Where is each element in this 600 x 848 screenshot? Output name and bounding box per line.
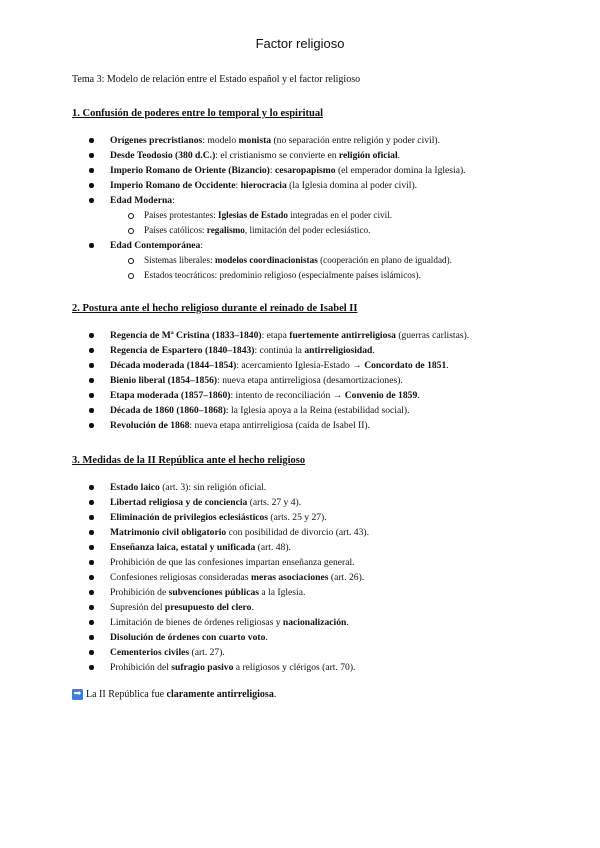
bold-text: monista	[238, 135, 272, 146]
list-item	[72, 555, 542, 570]
text: con posibilidad de divorcio (art. 43).	[226, 527, 369, 538]
text: : modelo	[202, 135, 239, 146]
section-title: 1. Confusión de poderes entre lo temporal y lo espiritual	[72, 108, 324, 119]
section-second-republic-measures	[72, 455, 542, 675]
text: Estados teocráticos: predominio religioso (especialmente países islámicos).	[144, 270, 421, 280]
list-item	[72, 178, 542, 193]
bold-text: claramente antirreligiosa	[166, 689, 274, 700]
text: Países católicos:	[144, 225, 207, 235]
bold-text: Iglesias de Estado	[218, 210, 288, 220]
list-item	[72, 480, 542, 495]
bold-text: Matrimonio civil obligatorio	[110, 527, 227, 538]
sub-list-item	[72, 208, 542, 223]
list-item	[72, 358, 542, 373]
bold-text: nacionalización	[282, 617, 347, 628]
list-item	[72, 645, 542, 660]
bold-text: cesaropapismo	[274, 165, 336, 176]
sub-list-item	[72, 268, 542, 283]
bold-text: Estado laico	[110, 482, 160, 493]
bold-text: Edad Contemporánea	[110, 240, 201, 251]
list-item	[72, 600, 542, 615]
text: : el cristianismo se convierte en	[215, 150, 339, 161]
list-item	[72, 373, 542, 388]
page-title: Factor religioso	[255, 36, 345, 51]
text: (cooperación en plano de igualdad).	[317, 255, 452, 265]
bold-text: regalismo	[206, 225, 245, 235]
sub-list-item	[72, 223, 542, 238]
text: a la Iglesia.	[259, 587, 306, 598]
bold-text: meras asociaciones	[250, 572, 329, 583]
text: (art. 27).	[189, 647, 225, 658]
text: : etapa	[261, 330, 290, 341]
list-item	[72, 630, 542, 645]
list-item	[72, 133, 542, 148]
right-arrow-icon: ➡	[73, 689, 82, 699]
list-item	[72, 510, 542, 525]
list-item	[72, 615, 542, 630]
bold-text: Década moderada (1844–1854)	[110, 360, 237, 371]
text: : intento de reconciliación →	[230, 390, 345, 401]
text: (el emperador domina la Iglesia).	[335, 165, 466, 176]
text: : la Iglesia apoya a la Reina (estabilidad social).	[225, 405, 410, 416]
list-item	[72, 540, 542, 555]
text: :	[200, 240, 204, 251]
text: :	[172, 195, 175, 206]
bold-text: Cementerios civiles	[110, 647, 190, 658]
bold-text: Edad Moderna	[110, 195, 173, 206]
document-subtitle: Tema 3: Modelo de relación entre el Estado español y el factor religioso	[72, 74, 361, 85]
bold-text: hierocracia	[240, 180, 287, 191]
bullet-list	[72, 480, 542, 675]
bold-text: sufragio pasivo	[171, 662, 234, 673]
text: Limitación de bienes de órdenes religiosas y	[110, 617, 283, 628]
bold-text: Etapa moderada (1857–1860)	[110, 390, 231, 401]
list-item	[72, 238, 542, 253]
list-item	[72, 193, 542, 208]
list-item	[72, 585, 542, 600]
sub-list	[72, 208, 542, 238]
text: : nueva etapa antirreligiosa (caída de Isabel II).	[189, 420, 371, 431]
bold-text: antirreligiosidad	[304, 345, 373, 356]
bold-text: Libertad religiosa y de conciencia	[110, 497, 248, 508]
bold-text: Convenio de 1859	[344, 390, 418, 401]
text: Supresión del	[110, 602, 165, 613]
list-item	[72, 343, 542, 358]
bold-text: Desde Teodosio (380 d.C.)	[110, 150, 216, 161]
text: (arts. 27 y 4).	[247, 497, 302, 508]
text: .	[265, 632, 268, 643]
bold-text: Orígenes precristianos	[110, 135, 203, 146]
text: .	[397, 150, 401, 161]
sub-list	[72, 253, 542, 283]
bold-text: religión oficial	[338, 150, 398, 161]
bold-text: Enseñanza laica, estatal y unificada	[110, 542, 256, 553]
bold-text: presupuesto del clero	[164, 602, 252, 613]
text: (la Iglesia domina al poder civil).	[286, 180, 418, 191]
text: : nueva etapa antirreligiosa (desamortizaciones).	[217, 375, 403, 386]
text: , limitación del poder eclesiástico.	[244, 225, 371, 235]
section-title: 2. Postura ante el hecho religioso durante el reinado de Isabel II	[72, 303, 358, 314]
list-item	[72, 495, 542, 510]
text: (art. 26).	[328, 572, 365, 583]
text: a religiosos y clérigos (art. 70).	[233, 662, 356, 673]
text: Países protestantes:	[144, 210, 218, 220]
bold-text: Concordato de 1851	[364, 360, 447, 371]
list-item	[72, 525, 542, 540]
text: .	[273, 689, 277, 700]
conclusion	[72, 689, 276, 700]
text: (no separación entre religión y poder civil).	[271, 135, 440, 146]
text: :	[235, 180, 241, 191]
text: .	[417, 390, 420, 401]
list-item	[72, 148, 542, 163]
text: Prohibición de	[110, 587, 169, 598]
list-item	[72, 570, 542, 585]
text: :	[269, 165, 275, 176]
bold-text: Regencia de Espartero (1840–1843)	[110, 345, 255, 356]
list-item	[72, 388, 542, 403]
text: La II República fue	[86, 689, 167, 700]
sub-list-item	[72, 253, 542, 268]
bold-text: modelos coordinacionistas	[214, 255, 318, 265]
text: .	[446, 360, 449, 371]
bold-text: Revolución de 1868	[110, 420, 190, 431]
bullet-list	[72, 133, 542, 283]
conclusion-text	[86, 689, 276, 700]
section-title: 3. Medidas de la II República ante el hecho religioso	[72, 455, 306, 466]
bold-text: Década de 1860 (1860–1868)	[110, 405, 226, 416]
bold-text: subvenciones públicas	[168, 587, 259, 598]
bold-text: Imperio Romano de Oriente (Bizancio)	[110, 165, 270, 176]
section-confusion-of-powers	[72, 108, 542, 283]
text: (art. 3): sin religión oficial.	[159, 482, 267, 493]
text: .	[372, 345, 375, 356]
text: (art. 48).	[255, 542, 291, 553]
text: Prohibición de que las confesiones impartan enseñanza general.	[110, 557, 355, 568]
text: Sistemas liberales:	[144, 255, 215, 265]
text: : continúa la	[254, 345, 305, 356]
text: integradas en el poder civil.	[287, 210, 393, 220]
section-isabel-ii-reign	[72, 303, 542, 433]
bold-text: Imperio Romano de Occidente	[110, 180, 236, 191]
bold-text: Eliminación de privilegios eclesiásticos	[110, 512, 269, 523]
list-item	[72, 328, 542, 343]
bullet-list	[72, 328, 542, 433]
bold-text: Bienio liberal (1854–1856)	[110, 375, 218, 386]
list-item	[72, 418, 542, 433]
bold-text: Regencia de Mª Cristina (1833–1840)	[110, 330, 262, 341]
text: : acercamiento Iglesia-Estado →	[236, 360, 365, 371]
list-item	[72, 660, 542, 675]
text: (guerras carlistas).	[395, 330, 470, 341]
bold-text: fuertemente antirreligiosa	[289, 330, 396, 341]
bold-text: Disolución de órdenes con cuarto voto	[110, 632, 266, 643]
list-item	[72, 403, 542, 418]
text: Prohibición del	[110, 662, 172, 673]
list-item	[72, 163, 542, 178]
text: .	[346, 617, 349, 628]
text: Confesiones religiosas consideradas	[110, 572, 251, 583]
text: (arts. 25 y 27).	[268, 512, 327, 523]
text: .	[251, 602, 254, 613]
